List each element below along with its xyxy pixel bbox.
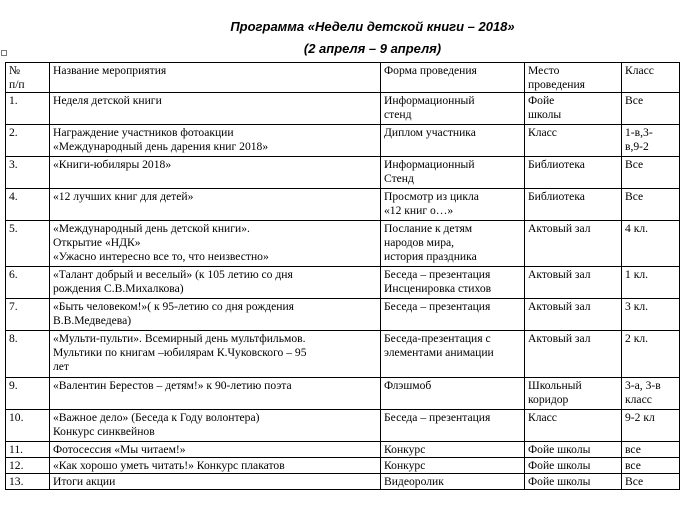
cell-class: 2 кл. — [622, 331, 680, 378]
table-row — [6, 331, 680, 378]
cell-place: Актовый зал — [525, 299, 622, 331]
table-row — [6, 189, 680, 221]
cell-place: Библиотека — [525, 189, 622, 221]
cell-num: 4. — [6, 189, 50, 221]
header-class: Класс — [622, 63, 680, 93]
cell-name: «Валентин Берестов – детям!» к 90-летию поэта — [50, 378, 381, 410]
table-row — [6, 93, 680, 125]
cell-place: Актовый зал — [525, 221, 622, 267]
cell-num: 13. — [6, 474, 50, 490]
cell-num: 9. — [6, 378, 50, 410]
cell-num: 5. — [6, 221, 50, 267]
table-row — [6, 157, 680, 189]
table-row — [6, 221, 680, 267]
cell-class: 4 кл. — [622, 221, 680, 267]
cell-form: Диплом участника — [381, 125, 525, 157]
table-row — [6, 267, 680, 299]
cell-class: 1-в,3- в,9-2 — [622, 125, 680, 157]
cell-name: «Быть человеком!»( к 95-летию со дня рождения В.В.Медведева) — [50, 299, 381, 331]
cell-name: Награждение участников фотоакции «Международный день дарения книг 2018» — [50, 125, 381, 157]
cell-form: Послание к детям народов мира, история праздника — [381, 221, 525, 267]
cell-form: Беседа – презентация — [381, 299, 525, 331]
cell-num: 1. — [6, 93, 50, 125]
cell-form: Просмотр из цикла «12 книг о…» — [381, 189, 525, 221]
cell-place: Фойе школы — [525, 458, 622, 474]
cell-name: «Важное дело» (Беседа к Году волонтера) Конкурс синквейнов — [50, 410, 381, 442]
cell-num: 10. — [6, 410, 50, 442]
cell-form: Информационный Стенд — [381, 157, 525, 189]
table-header-row — [6, 63, 680, 93]
cell-class: Все — [622, 157, 680, 189]
cell-place: Класс — [525, 125, 622, 157]
cell-num: 2. — [6, 125, 50, 157]
cell-class: все — [622, 458, 680, 474]
program-table — [5, 62, 680, 490]
cell-class: 3-а, 3-в класс — [622, 378, 680, 410]
cell-place: Актовый зал — [525, 267, 622, 299]
cell-form: Беседа – презентация Инсценировка стихов — [381, 267, 525, 299]
cell-name: «Книги-юбиляры 2018» — [50, 157, 381, 189]
cell-name: Итоги акции — [50, 474, 381, 490]
table-row — [6, 458, 680, 474]
cell-name: Фотосессия «Мы читаем!» — [50, 442, 381, 458]
cell-class: Все — [622, 474, 680, 490]
cell-num: 11. — [6, 442, 50, 458]
cell-name: «Талант добрый и веселый» (к 105 летию со дня рождения С.В.Михалкова) — [50, 267, 381, 299]
cell-place: Фойе школы — [525, 474, 622, 490]
cell-num: 8. — [6, 331, 50, 378]
cell-num: 3. — [6, 157, 50, 189]
table-row — [6, 299, 680, 331]
table-row — [6, 378, 680, 410]
cell-class: 1 кл. — [622, 267, 680, 299]
cell-place: Актовый зал — [525, 331, 622, 378]
cell-class: Все — [622, 93, 680, 125]
document-date-range: (2 апреля – 9 апреля) — [303, 41, 442, 56]
cell-num: 12. — [6, 458, 50, 474]
header-place: Место проведения — [525, 63, 622, 93]
cell-name: Неделя детской книги — [50, 93, 381, 125]
cell-name: «12 лучших книг для детей» — [50, 189, 381, 221]
table-row — [6, 442, 680, 458]
cell-class: 3 кл. — [622, 299, 680, 331]
cell-form: Флэшмоб — [381, 378, 525, 410]
cell-num: 6. — [6, 267, 50, 299]
table-row — [6, 474, 680, 490]
cell-form: Информационный стенд — [381, 93, 525, 125]
cell-place: Класс — [525, 410, 622, 442]
table-row — [6, 410, 680, 442]
cell-place: Библиотека — [525, 157, 622, 189]
cell-form: Беседа-презентация с элементами анимации — [381, 331, 525, 378]
cell-form: Конкурс — [381, 442, 525, 458]
cell-name: «Международный день детской книги». Открытие «НДК» «Ужасно интересно все то, что неизвестно» — [50, 221, 381, 267]
document-title: Программа «Недели детской книги – 2018» — [230, 19, 515, 34]
cell-name: «Как хорошо уметь читать!» Конкурс плакатов — [50, 458, 381, 474]
cell-name: «Мульти-пульти». Всемирный день мультфильмов. Мультики по книгам –юбилярам К.Чуковского – 95 лет — [50, 331, 381, 378]
cell-form: Беседа – презентация — [381, 410, 525, 442]
cell-class: 9-2 кл — [622, 410, 680, 442]
cell-form: Конкурс — [381, 458, 525, 474]
header-num: № п/п — [6, 63, 50, 93]
table-anchor-icon — [1, 50, 7, 56]
table-row — [6, 125, 680, 157]
header-name: Название мероприятия — [50, 63, 381, 93]
header-form: Форма проведения — [381, 63, 525, 93]
cell-place: Школьный коридор — [525, 378, 622, 410]
cell-class: все — [622, 442, 680, 458]
cell-class: Все — [622, 189, 680, 221]
cell-place: Фойе школы — [525, 442, 622, 458]
cell-place: Фойе школы — [525, 93, 622, 125]
cell-form: Видеоролик — [381, 474, 525, 490]
cell-num: 7. — [6, 299, 50, 331]
